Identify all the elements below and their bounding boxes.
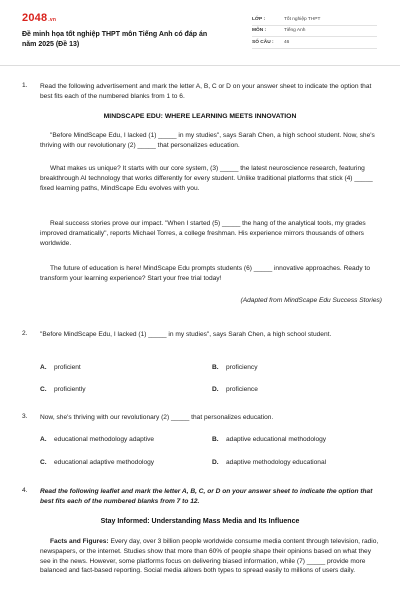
article-paragraph: Real success stories prove our impact. "When I started (5) _____ the hang of the analytical tools, my grades improved dramatically", reports Michael Torres, a college freshman. His experience mirrors thousands of others worldwide. [40, 220, 366, 247]
option-text: proficience [226, 386, 258, 393]
article-paragraph: "Before MindScape Edu, I lacked (1) _____ in my studies", says Sarah Chen, a high school student. Now, she's thriving with our revolutionary (2) _____ that personalizes education. [40, 132, 375, 149]
leaflet-title: Stay Informed: Understanding Mass Media and Its Influence [100, 518, 300, 525]
question-instruction: Read the following advertisement and mark the letter A, B, C or D on your answer sheet to indicate the option that best fits each of the numbered blanks from 1 to 6. [40, 83, 372, 100]
option-text: proficiency [226, 364, 258, 371]
document-header [0, 0, 400, 66]
option-letter: D. [212, 459, 219, 466]
meta-row-subject [252, 26, 377, 38]
question-number: 4. [22, 487, 28, 494]
meta-value: Tiếng Anh [284, 28, 306, 34]
option-text: proficient [54, 364, 81, 371]
question-instruction: Read the following leaflet and mark the letter A, B, C, or D on your answer sheet to indicate the option that best fits each of the numbered blanks from 7 to 12. [40, 488, 373, 505]
answer-option-c[interactable] [40, 386, 86, 393]
answer-option-a[interactable] [40, 436, 154, 443]
option-letter: B. [212, 364, 219, 371]
option-letter: A. [40, 436, 47, 443]
article-title: MINDSCAPE EDU: WHERE LEARNING MEETS INNOVATION [103, 113, 297, 120]
option-text: adaptive educational methodology [226, 436, 327, 443]
meta-value: Tốt nghiệp THPT [284, 16, 321, 22]
answer-option-b[interactable] [212, 364, 258, 371]
facts-text: Every day, over 3 billion people worldwide consume media content through television, radio, newspapers, or the internet. Studies show that more than 60% of people shape their opinions based on what they see in the news. However, some platforms focus on delivering biased information, while (7) _____ provide more balanced and fact-based reporting. Social media allows both types to spread easily to millions of users daily. [40, 538, 379, 575]
meta-value: 46 [284, 39, 290, 45]
answer-option-b[interactable] [212, 436, 326, 443]
answer-option-a[interactable] [40, 364, 81, 371]
option-text: educational methodology adaptive [54, 436, 155, 443]
site-logo[interactable] [22, 12, 56, 24]
option-letter: A. [40, 364, 47, 371]
article-paragraph: The future of education is here! MindScape Edu prompts students (6) _____ innovative approaches. Ready to transform your learning experience? Start your free trial today! [40, 265, 370, 282]
document-meta [252, 14, 377, 49]
meta-label: SỐ CÂU : [252, 39, 274, 45]
meta-row-count [252, 37, 377, 49]
question-number: 2. [22, 330, 28, 337]
option-letter: C. [40, 386, 47, 393]
option-text: proficiently [54, 386, 86, 393]
answer-option-c[interactable] [40, 459, 154, 466]
option-letter: C. [40, 459, 47, 466]
leaflet-paragraph [40, 537, 382, 576]
logo-suffix-text: .vn [48, 17, 57, 23]
meta-label: LỚP : [252, 16, 266, 22]
facts-label: Facts and Figures: [50, 538, 109, 545]
question-text: Now, she's thriving with our revolutionary (2) _____ that personalizes education. [40, 414, 274, 421]
logo-main-text: 2048 [22, 12, 48, 24]
option-letter: B. [212, 436, 219, 443]
question-text: "Before MindScape Edu, I lacked (1) _____ in my studies", says Sarah Chen, a high school student. [40, 331, 332, 338]
document-title: Đề minh họa tốt nghiệp THPT môn Tiếng Anh có đáp án năm 2025 (Đề 13) [22, 31, 208, 48]
answer-option-d[interactable] [212, 386, 258, 393]
question-number: 3. [22, 413, 28, 420]
option-letter: D. [212, 386, 219, 393]
meta-row-class [252, 14, 377, 26]
meta-label: MÔN : [252, 28, 267, 34]
option-text: adaptive methodology educational [226, 459, 327, 466]
article-paragraph: What makes us unique? It starts with our core system, (3) _____ the latest neuroscience research, featuring breakthrough AI technology that works differently for every student. Unlike traditional platforms that stick (4) _____ fixed learning paths, MindScape Edu evolves with you. [40, 165, 373, 192]
article-source: (Adapted from MindScape Edu Success Stories) [240, 297, 382, 304]
option-text: educational adaptive methodology [54, 459, 155, 466]
question-number: 1. [22, 82, 28, 89]
answer-option-d[interactable] [212, 459, 326, 466]
